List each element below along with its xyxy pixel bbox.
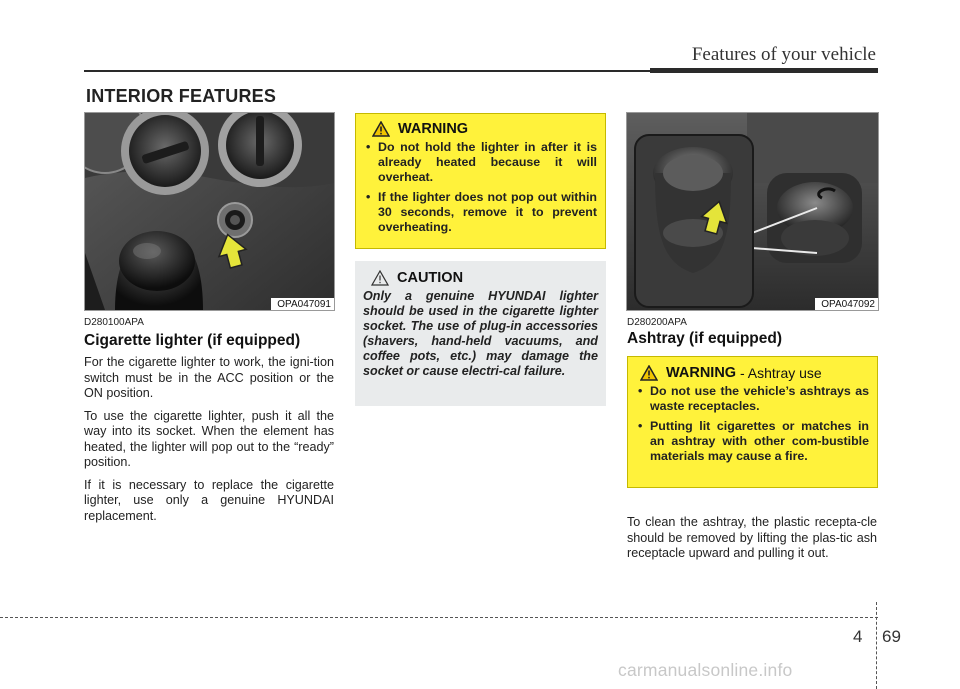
section-code-ashtray: D280200APA xyxy=(627,317,687,328)
footer-rule xyxy=(0,617,878,618)
warning-item: • Do not use the vehicle’s ashtrays as waste receptacles. xyxy=(636,384,869,414)
lighter-paragraph: To use the cigarette lighter, push it all the way into its socket. When the element has heated, the lighter will pop out to the “ready” position. xyxy=(84,408,334,469)
warning-box-ashtray xyxy=(627,356,878,488)
caution-box xyxy=(355,261,606,406)
warning-box-lighter xyxy=(355,113,606,249)
warning-triangle-icon xyxy=(640,365,658,381)
photo-tag-ashtray: OPA047092 xyxy=(815,298,878,310)
ashtray-photo-illustration xyxy=(627,113,878,310)
watermark: carmanualsonline.info xyxy=(618,660,793,680)
warning-title: WARNING xyxy=(398,121,469,137)
warning-item: • Putting lit cigarettes or matches in an ashtray with other com-bustible materials may cause a fire. xyxy=(636,419,869,464)
warning-heading xyxy=(372,121,597,137)
warning-list xyxy=(364,140,597,235)
lighter-paragraph: If it is necessary to replace the cigarette lighter, use only a genuine HYUNDAI replacement. xyxy=(84,477,334,523)
footer-divider xyxy=(876,602,877,689)
ashtray-photo xyxy=(626,112,879,311)
warning-subtitle: - Ashtray use xyxy=(736,365,822,381)
warning-item: • Do not hold the lighter in after it is already heated because it will overheat. xyxy=(364,140,597,185)
caution-heading xyxy=(371,270,598,286)
warning-title: WARNING xyxy=(666,365,737,381)
section-title: INTERIOR FEATURES xyxy=(86,86,277,106)
caution-text: Only a genuine HYUNDAI lighter should be used in the cigarette lighter socket. The use of plug-in accessories (shavers, hand-held vacuums, and coffee pots, etc.) may damage the socket or cause electri-cal failure. xyxy=(363,289,598,378)
ashtray-body: To clean the ashtray, the plastic recepta-cle should be removed by lifting the plas-tic ash receptacle upward and pulling it out. xyxy=(627,515,877,560)
page-number: 69 xyxy=(882,627,901,646)
lighter-photo xyxy=(84,112,335,311)
lighter-photo-illustration xyxy=(85,113,334,310)
chapter-number: 4 xyxy=(853,627,863,646)
warning-item: • If the lighter does not pop out within 30 seconds, remove it to prevent overheating. xyxy=(364,190,597,235)
photo-tag-lighter: OPA047091 xyxy=(271,298,334,310)
lighter-paragraph: For the cigarette lighter to work, the igni-tion switch must be in the ACC position or the ON position. xyxy=(84,355,334,400)
caution-triangle-icon xyxy=(371,270,389,286)
warning-heading xyxy=(640,365,869,381)
running-header: Features of your vehicle xyxy=(691,44,876,65)
section-code-lighter: D280100APA xyxy=(84,317,144,328)
warning-triangle-icon xyxy=(372,121,390,137)
caution-title: CAUTION xyxy=(397,270,464,286)
lighter-heading: Cigarette lighter (if equipped) xyxy=(84,332,301,349)
lighter-body xyxy=(84,355,334,531)
header-rule-accent xyxy=(650,68,878,73)
ashtray-heading: Ashtray (if equipped) xyxy=(627,330,783,347)
warning-list xyxy=(636,384,869,464)
